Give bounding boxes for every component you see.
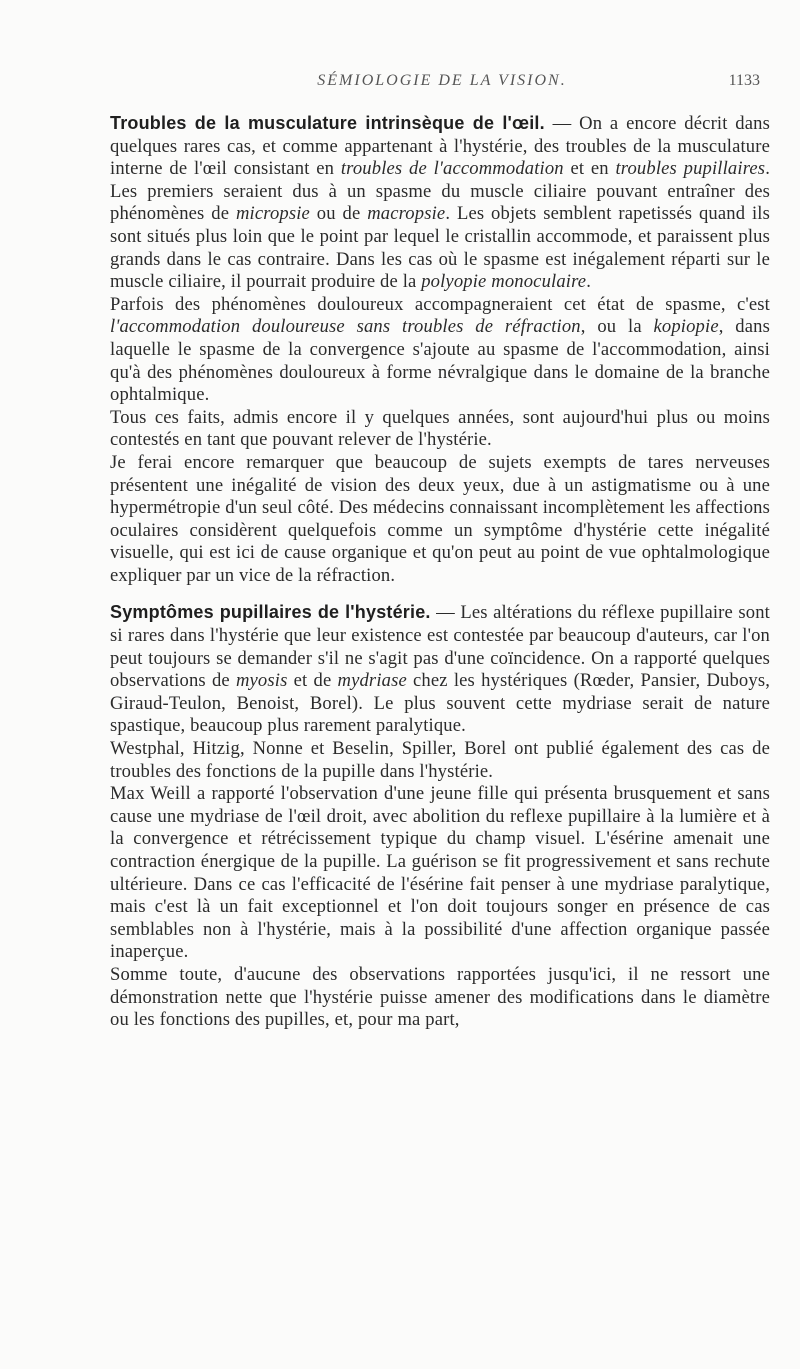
paragraph-pupillary-intro: Symptômes pupillaires de l'hystérie. — Les altérations du réflexe pupillaire sont si rares dans l'hystérie que leur existence est contestée par beaucoup d'auteurs, car l'on peut toujours se demander s'il ne s'agit pas d'une coïncidence. On a rapporté quelques observations de myosis et de mydriase chez les hystériques (Rœder, Pansier, Duboys, Giraud-Teulon, Benoist, Borel). Le plus souvent cette mydriase serait de nature spastique, beaucoup plus rarement paralytique.: [110, 602, 771, 737]
section-heading-pupillary: Symptômes pupillaires de l'hystérie.: [110, 602, 431, 623]
paragraph-weill-case: Max Weill a rapporté l'observation d'une jeune fille qui présenta brusquement et sans cause une mydriase de l'œil droit, avec abolition du reflexe pupillaire à la lumière et à la convergence et rétrécissement typique du champ visuel. L'ésérine amenait une contraction énergique de la pupille. La guérison se fit progressivement et sans rechute ultérieure. Dans ce cas l'efficacité de l'ésérine fait penser à une mydriase paralytique, mais c'est là un fait exceptionnel et l'on doit toujours songer en présence de cas semblables non à l'hystérie, mais à la possibilité d'une affection organique passée inaperçue.: [110, 783, 770, 963]
paragraph-conclusion: Somme toute, d'aucune des observations rapportées jusqu'ici, il ne ressort une démonstration nette que l'hystérie puisse amener des modifications dans le diamètre ou les fonctions des pupilles, et, pour ma part,: [110, 963, 770, 1031]
paragraph-kopiopie: Parfois des phénomènes douloureux accompagneraient cet état de spasme, c'est l'accommodation douloureuse sans troubles de réfraction, ou la kopiopie, dans laquelle le spasme de la convergence s'ajoute au spasme de l'accommodation, ainsi qu'à des phénomènes douloureux à forme névralgique dans le domaine de la branche ophtalmique.: [110, 293, 770, 406]
running-header: [112, 72, 772, 96]
section-heading-musculature: Troubles de la musculature intrinsèque de l'œil.: [110, 113, 545, 133]
running-title: SÉMIOLOGIE DE LA VISION.: [317, 72, 567, 89]
paragraph-authors: Westphal, Hitzig, Nonne et Beselin, Spiller, Borel ont publié également des cas de troubles des fonctions de la pupille dans l'hystérie.: [110, 738, 770, 782]
paragraph-contested: Tous ces faits, admis encore il y quelques années, sont aujourd'hui plus ou moins contestés en tant que pouvant relever de l'hystérie.: [110, 406, 770, 451]
section-spacer: [110, 587, 770, 601]
page-number: 1133: [728, 72, 760, 89]
page-body: [110, 112, 770, 1032]
paragraph-musculature-intro: Troubles de la musculature intrinsèque de l'œil. — On a encore décrit dans quelques rares cas, et comme appartenant à l'hystérie, des troubles de la musculature interne de l'œil consistant en troubles de l'accommodation et en troubles pupillaires. Les premiers seraient dus à un spasme du muscle ciliaire pouvant entraîner des phénomènes de micropsie ou de macropsie. Les objets semblent rapetissés quand ils sont situés plus loin que le point par lequel le cristallin accommode, et paraissent plus grands dans le cas contraire. Dans les cas où le spasme est inégalement réparti sur le muscle ciliaire, il pourrait produire de la polyopie monoculaire.: [110, 113, 771, 293]
paragraph-inequality: Je ferai encore remarquer que beaucoup de sujets exempts de tares nerveuses présentent une inégalité de vision des deux yeux, due à un astigmatisme ou à une hypermétropie d'un seul côté. Des médecins connaissant incomplètement les affections oculaires considèrent quelquefois comme un symptôme d'hystérie cette inégalité visuelle, qui est ici de cause organique et qu'on peut au point de vue ophtalmologique expliquer par un vice de la réfraction.: [110, 451, 770, 586]
